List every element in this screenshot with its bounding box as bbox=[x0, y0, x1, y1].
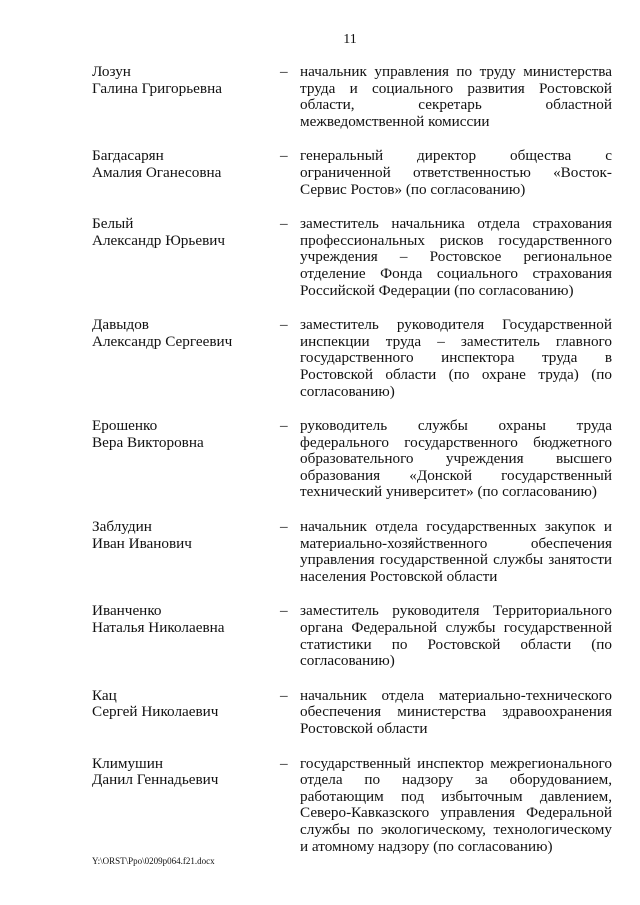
dash-separator: – bbox=[280, 518, 288, 536]
member-entry bbox=[92, 603, 612, 669]
member-surname: Лозун bbox=[92, 63, 131, 80]
member-position: государственный инспектор межрегионального отдела по надзору за оборудованием, работающим под избыточным давлением, Северо-Кавказского управления Федеральной службы по экологическому, технологическому и атомному надзору (по согласованию) bbox=[300, 754, 612, 855]
member-given-names: Галина Григорьевна bbox=[92, 79, 222, 97]
member-name bbox=[92, 216, 280, 299]
member-surname: Климушин bbox=[92, 754, 163, 772]
member-given-names: Александр Юрьевич bbox=[92, 231, 226, 249]
member-given-names: Иван Иванович bbox=[92, 534, 192, 552]
member-position: заместитель руководителя Государственной инспекции труда – заместитель главного государственного инспектора труда в Ростовской области (по охране труда) (по согласованию) bbox=[300, 316, 612, 400]
file-path-footer: Y:\ORST\Ppo\0209p064.f21.docx bbox=[92, 856, 215, 866]
member-position: генеральный директор общества с ограниченной ответственностью «Восток-Сервис Ростов» (по согласованию) bbox=[300, 147, 612, 198]
member-given-names: Александр Сергеевич bbox=[92, 332, 233, 350]
member-given-names: Сергей Николаевич bbox=[92, 703, 219, 721]
member-surname: Иванченко bbox=[92, 602, 162, 620]
member-entry bbox=[92, 688, 612, 738]
dash-separator: – bbox=[280, 215, 288, 233]
member-surname: Кац bbox=[92, 686, 117, 704]
member-position: руководитель службы охраны труда федерального государственного бюджетного образовательного учреждения высшего образования «Донской государственный технический университет» (по согласованию) bbox=[300, 417, 612, 501]
member-name bbox=[92, 64, 280, 130]
dash-separator: – bbox=[280, 63, 288, 80]
dash-separator: – bbox=[280, 686, 288, 704]
member-name bbox=[92, 756, 280, 856]
page-number: 11 bbox=[343, 32, 357, 47]
member-entry bbox=[92, 216, 612, 299]
member-name bbox=[92, 418, 280, 501]
dash-separator: – bbox=[280, 417, 288, 435]
member-name bbox=[92, 688, 280, 738]
member-name bbox=[92, 148, 280, 198]
dash-separator: – bbox=[280, 754, 288, 772]
member-list bbox=[92, 64, 612, 873]
member-position: заместитель руководителя Территориального органа Федеральной службы государственной статистики по Ростовской области (по согласованию) bbox=[300, 602, 612, 670]
member-name bbox=[92, 603, 280, 669]
member-name bbox=[92, 519, 280, 585]
member-entry bbox=[92, 317, 612, 400]
member-surname: Ерошенко bbox=[92, 417, 158, 435]
member-entry bbox=[92, 148, 612, 198]
member-given-names: Амалия Оганесовна bbox=[92, 163, 222, 181]
member-surname: Заблудин bbox=[92, 518, 152, 536]
member-position: начальник управления по труду министерства труда и социального развития Ростовской области, секретарь областной межведомственной комиссии bbox=[300, 63, 612, 130]
member-position: заместитель начальника отдела страхования профессиональных рисков государственного учреждения – Ростовское региональное отделение Фонда социального страхования Российской Федерации (по согласованию) bbox=[300, 215, 612, 299]
member-entry bbox=[92, 756, 612, 856]
member-name bbox=[92, 317, 280, 400]
member-surname: Багдасарян bbox=[92, 147, 164, 165]
member-entry bbox=[92, 64, 612, 130]
member-entry bbox=[92, 418, 612, 501]
member-given-names: Вера Викторовна bbox=[92, 433, 204, 451]
member-given-names: Наталья Николаевна bbox=[92, 619, 225, 637]
member-entry bbox=[92, 519, 612, 585]
dash-separator: – bbox=[280, 316, 288, 334]
member-position: начальник отдела государственных закупок и материально-хозяйственного обеспечения управления государственной службы занятости населения Ростовской области bbox=[300, 518, 612, 585]
member-surname: Давыдов bbox=[92, 316, 149, 334]
dash-separator: – bbox=[280, 147, 288, 165]
member-position: начальник отдела материально-технического обеспечения министерства здравоохранения Ростовской области bbox=[300, 686, 612, 737]
member-given-names: Данил Геннадьевич bbox=[92, 771, 219, 789]
dash-separator: – bbox=[280, 602, 288, 620]
member-surname: Белый bbox=[92, 215, 134, 233]
